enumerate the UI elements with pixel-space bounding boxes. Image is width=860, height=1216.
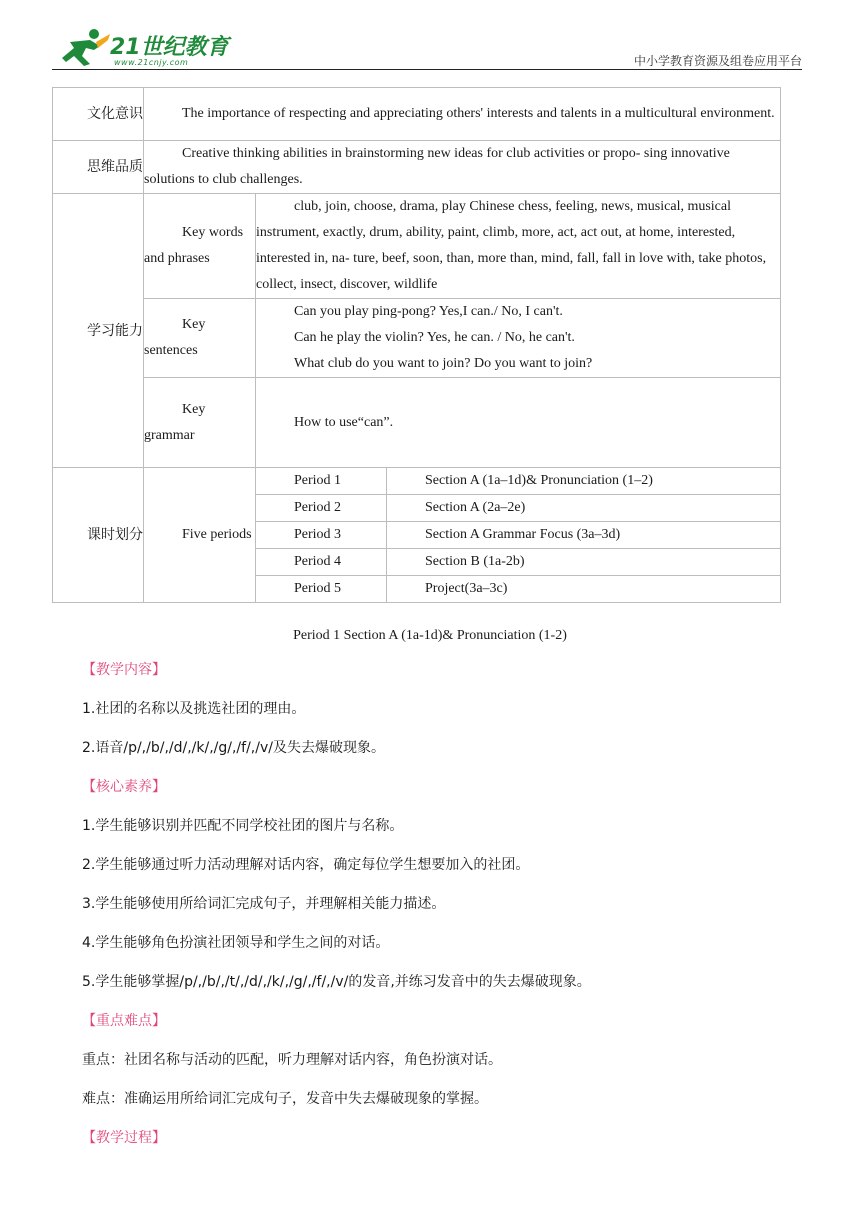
culture-text: The importance of respecting and appreciating others' interests and talents in a multicultural environment. [144,88,781,141]
table-row-culture [53,88,781,141]
content-line-1: 1.社团的名称以及挑选社团的理由。 [82,701,306,717]
period-section: Project(3a–3c) [425,581,508,596]
key-words-label: Key words and phrases [144,194,256,299]
period-number: Period 4 [256,549,387,576]
period-number: Period 1 [256,468,387,495]
key-grammar-label: Key grammar [144,378,256,468]
period-section: Section A Grammar Focus (3a–3d) [387,522,781,549]
thinking-text: Creative thinking abilities in brainstorming new ideas for club activities or propo- sing innovative solutions to club challenges. [144,141,781,194]
table-row-key-sentences [53,299,781,378]
period-section: Section A (1a–1d)& Pronunciation (1–2) [387,468,781,495]
sentence-2: Can he play the violin? Yes, he can. / No, he can't. [294,330,575,345]
section-heading-content: 【教学内容】 [82,662,166,678]
table-row-key-grammar [53,378,781,468]
logo-url: www.21cnjy.com [114,58,189,67]
row-label-learning: 学习能力 [53,194,144,468]
focus-line-1: 重点：社团名称与活动的匹配，听力理解对话内容，角色扮演对话。 [82,1052,502,1068]
period-section: Section B (1a-2b) [387,549,781,576]
section-heading-process: 【教学过程】 [82,1130,166,1146]
key-sentences-text [256,299,781,378]
row-label-thinking: 思维品质 [53,141,144,194]
section-heading-focus: 【重点难点】 [82,1013,166,1029]
table-row-schedule [53,468,781,603]
table-row [256,576,780,603]
table-row [256,522,780,549]
overview-table [52,87,781,603]
row-label-culture: 文化意识 [53,88,144,141]
table-row-thinking [53,141,781,194]
platform-name: 中小学教育资源及组卷应用平台 [633,54,802,68]
table-row-key-words [53,194,781,299]
periods-label: Five periods [144,468,256,603]
logo-text: 21世纪教育 [110,35,229,60]
sentence-3: What club do you want to join? Do you want to join? [294,356,593,371]
row-label-schedule: 课时划分 [53,468,144,603]
runner-logo-icon [60,28,112,68]
period-number: Period 3 [256,522,387,549]
core-line-1: 1.学生能够识别并匹配不同学校社团的图片与名称。 [82,818,404,834]
table-row [256,468,780,495]
table-row [256,549,780,576]
core-line-3: 3.学生能够使用所给词汇完成句子，并理解相关能力描述。 [82,896,446,912]
table-row [256,495,780,522]
core-line-4: 4.学生能够角色扮演社团领导和学生之间的对话。 [82,935,390,951]
period-number: Period 2 [256,495,387,522]
key-sentences-label: Key sentences [144,299,256,378]
periods-cell [256,468,781,603]
focus-line-2: 难点：准确运用所给词汇完成句子，发音中失去爆破现象的掌握。 [82,1091,488,1107]
section-heading-core: 【核心素养】 [82,779,166,795]
key-grammar-text: How to use“can”. [256,378,781,468]
site-logo [60,28,260,72]
period-section: Section A (2a–2e) [387,495,781,522]
sentence-1: Can you play ping-pong? Yes,I can./ No, I can't. [294,304,563,319]
header-divider [52,69,802,70]
key-words-text: club, join, choose, drama, play Chinese chess, feeling, news, musical, musical instrument, exactly, drum, ability, paint, climb, more, act, act out, at home, interested, interested in, na- ture, beef, soon, than, more than, mind, fall, fall in love with, take photos, collect, insect, discover, wildlife [256,194,781,299]
content-line-2: 2.语音/p/,/b/,/d/,/k/,/g/,/f/,/v/及失去爆破现象。 [82,740,385,756]
periods-table [256,468,780,602]
period-number: Period 5 [256,576,387,603]
core-line-5: 5.学生能够掌握/p/,/b/,/t/,/d/,/k/,/g/,/f/,/v/的发音,并练习发音中的失去爆破现象。 [82,974,591,990]
lesson-title: Period 1 Section A (1a-1d)& Pronunciation (1-2) [293,628,567,643]
core-line-2: 2.学生能够通过听力活动理解对话内容，确定每位学生想要加入的社团。 [82,857,530,873]
